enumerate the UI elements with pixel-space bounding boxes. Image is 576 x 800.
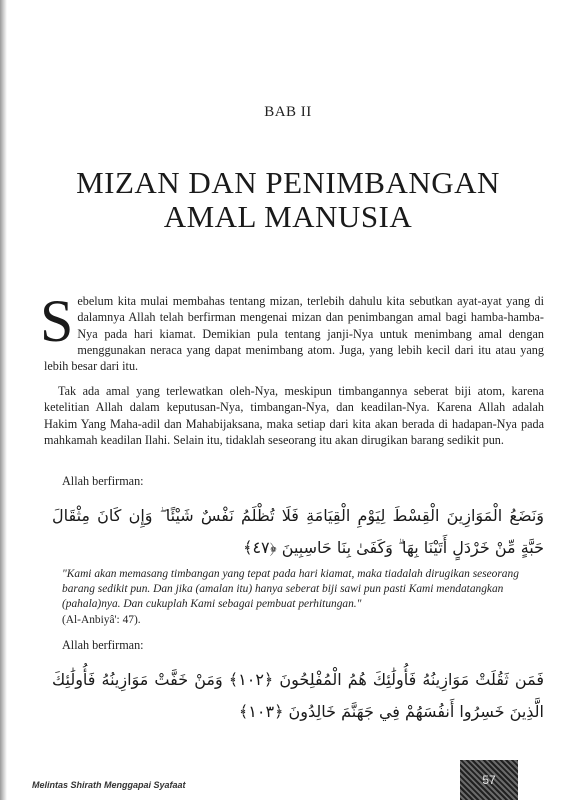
page-number-text: 57 <box>482 773 496 787</box>
verse-1-translation: "Kami akan memasang timbangan yang tepat pada hari kiamat, maka tiadalah dirugikan seseorang barang sedikit pun. Dan jika (amalan itu) hanya seberat biji sawi pun pasti Kami mendatangkan (pahala)nya. Dan cukuplah Kami sebagai pembuat perhitungan." <box>62 568 519 611</box>
footer-book-title: Melintas Shirath Menggapai Syafaat <box>32 780 186 790</box>
paragraph-1-text: ebelum kita mulai membahas tentang mizan, terlebih dahulu kita sebutkan ayat-ayat yang di dalamnya Allah telah berfirman mengenai mizan dan penimbangan amal bagi hamba-hamba-Nya pada hari kiamat. Demikian pula tentang janji-Nya untuk menimbang amal dengan menggunakan neraca yang dapat menimbang atom. Juga, yang lebih kecil dari itu atau yang lebih besar dari itu. <box>44 294 544 374</box>
paragraph-2: Tak ada amal yang terlewatkan oleh-Nya, meskipun timbangannya seberat biji atom, karena ketelitian Allah dalam keputusan-Nya, timbangan-Nya, dan keadilan-Nya. Karena Allah adalah Hakim Yang Maha-adil dan Mahabijaksana, maka setiap dari kita akan berada di hadapan-Nya pada mahkamah keadilan Ilahi. Selain itu, tidaklah seseorang itu akan dirugikan barang sedikit pun. <box>44 384 544 447</box>
verse-2-arabic: فَمَن ثَقُلَتْ مَوَازِينُهُ فَأُولَٰئِكَ هُمُ الْمُفْلِحُونَ ﴿١٠٢﴾ وَمَنْ خَفَّتْ مَوَازِينُهُ فَأُولَٰئِكَ الَّذِينَ خَسِرُوا أَنفُسَهُمْ فِي جَهَنَّمَ خَالِدُونَ ﴿١٠٣﴾ <box>52 670 545 721</box>
chapter-title <box>0 166 576 234</box>
chapter-title-line-1: MIZAN DAN PENIMBANGAN <box>76 165 500 200</box>
verse-1-reference: (Al-Anbiyâ': 47). <box>62 613 141 626</box>
verse-1-translation-block <box>62 567 542 628</box>
firman-label-2: Allah berfirman: <box>62 638 144 652</box>
verse-1-arabic: وَنَضَعُ الْمَوَازِينَ الْقِسْطَ لِيَوْمِ الْقِيَامَةِ فَلَا تُظْلَمُ نَفْسٌ شَيْئًا ۖ وَإِن كَانَ مِثْقَالَ حَبَّةٍ مِّنْ خَرْدَلٍ أَتَيْنَا بِهَا ۗ وَكَفَىٰ بِنَا حَاسِبِينَ ﴿٤٧﴾ <box>52 506 544 557</box>
chapter-title-line-2: AMAL MANUSIA <box>163 199 413 234</box>
drop-cap: S <box>40 288 74 354</box>
firman-label-1: Allah berfirman: <box>62 474 144 488</box>
chapter-label: BAB II <box>264 104 312 120</box>
paragraph-1 <box>40 288 544 374</box>
page-number <box>460 760 518 800</box>
